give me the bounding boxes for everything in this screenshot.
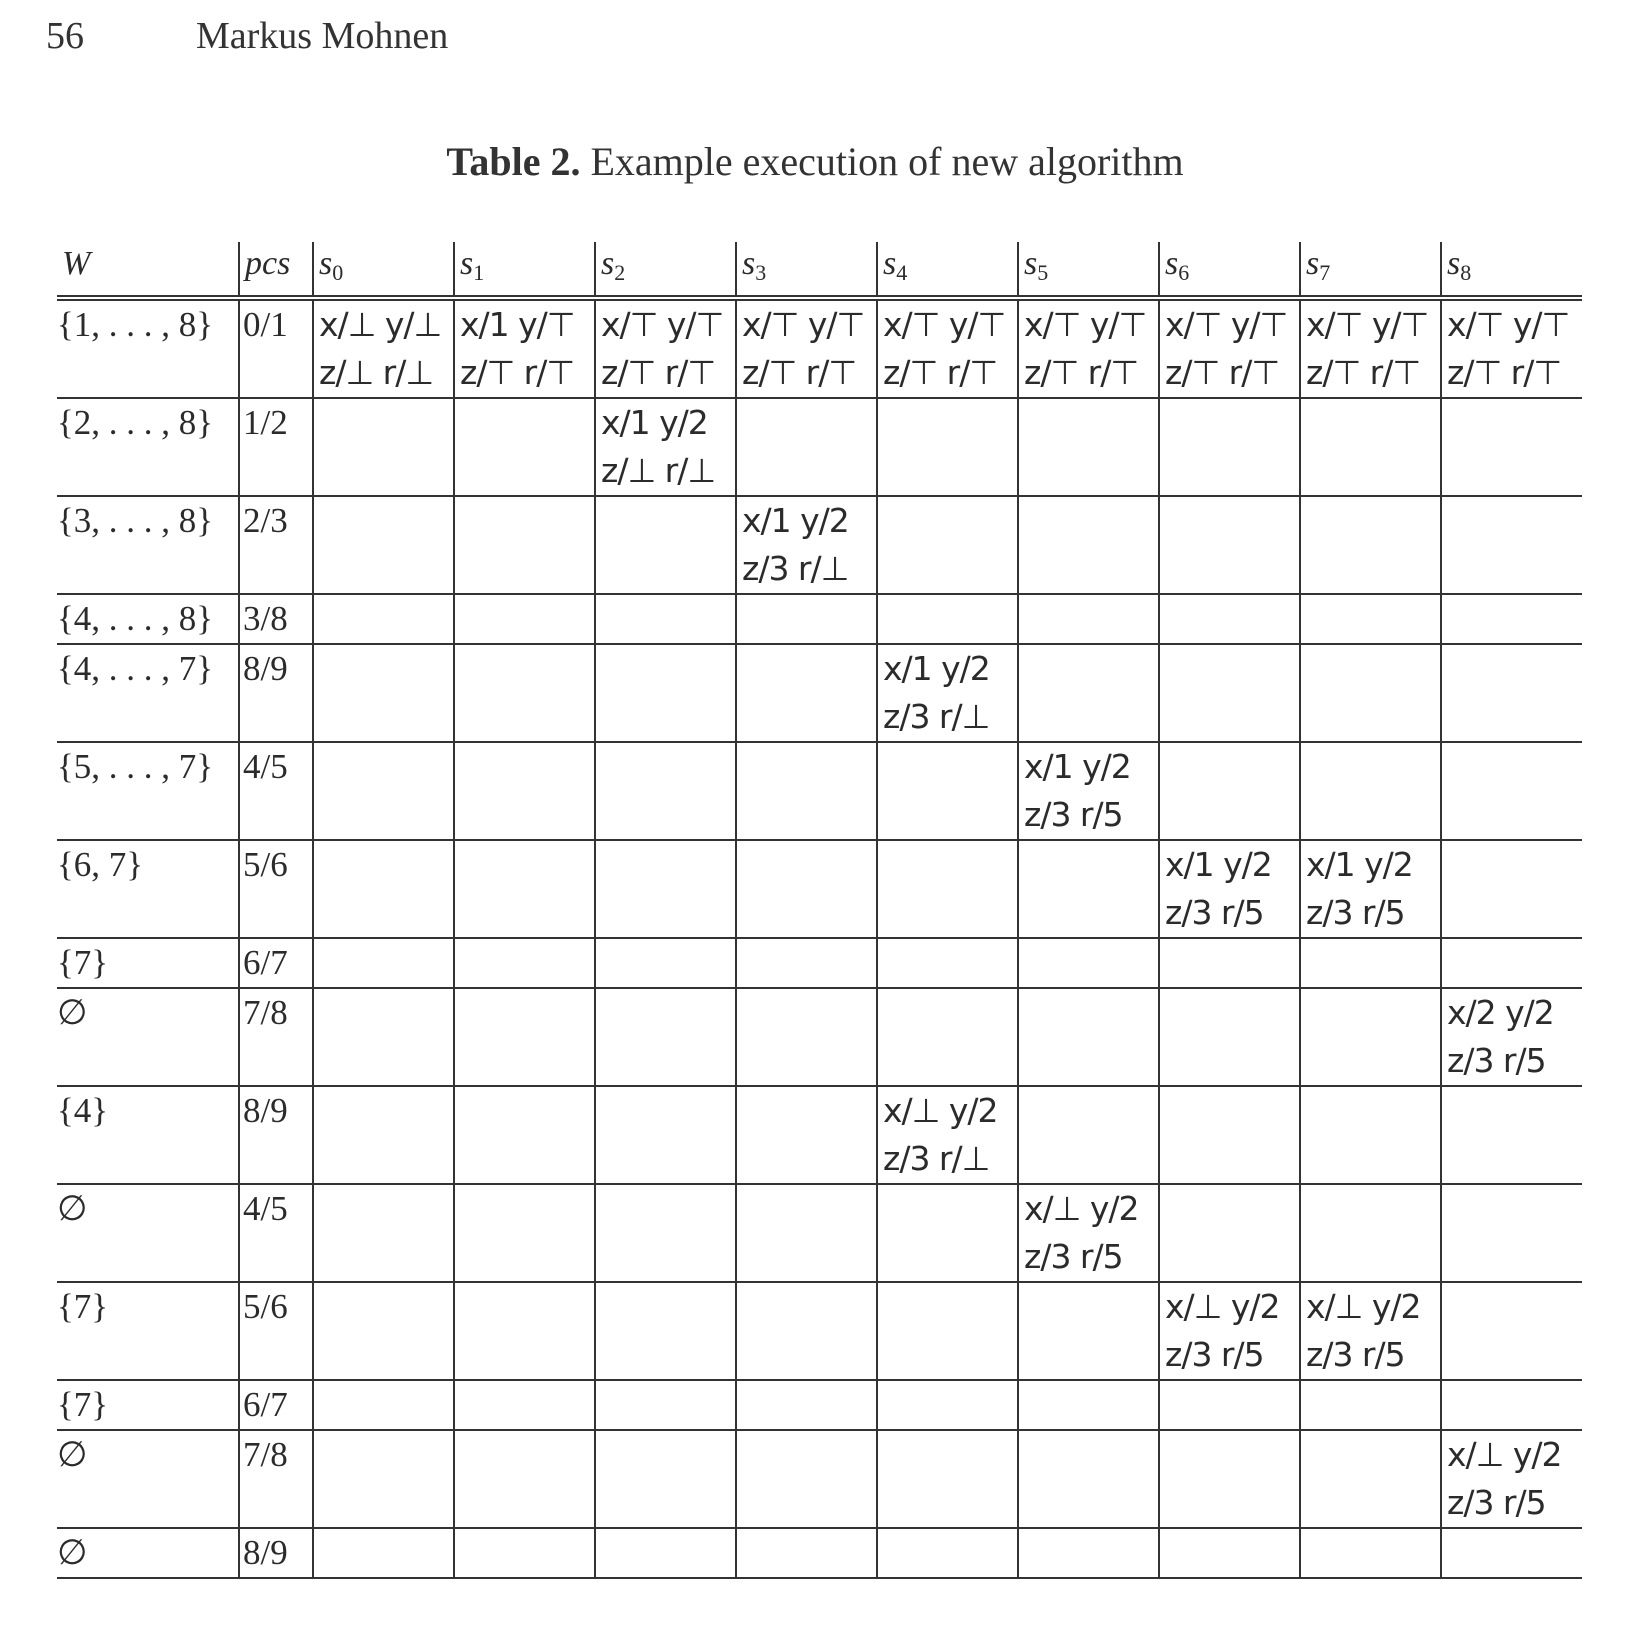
table-body (57, 298, 1582, 1578)
state-cell-s6 (1159, 644, 1300, 742)
state-cell-s0 (313, 398, 454, 496)
state-cell-s0 (313, 496, 454, 594)
state-cell-s4 (877, 840, 1018, 938)
state-cell-s3 (736, 1282, 877, 1380)
state-cell-s4 (877, 938, 1018, 988)
state-cell-s1 (454, 938, 595, 988)
state-cell-s7 (1300, 938, 1441, 988)
state-binding-line: z/3 r/5 (1306, 893, 1405, 932)
state-cell-s8 (1441, 594, 1582, 644)
state-cell-s8 (1441, 496, 1582, 594)
state-binding-line: z/⊤ r/⊤ (883, 353, 998, 392)
state-cell-s4 (877, 1282, 1018, 1380)
header-state-6 (1159, 242, 1300, 298)
state-cell-s8 (1441, 988, 1582, 1086)
pcs-cell: 7/8 (239, 1430, 313, 1528)
state-binding-line: z/⊤ r/⊤ (460, 353, 575, 392)
table-row (57, 1430, 1582, 1528)
state-cell-s1 (454, 1528, 595, 1578)
header-state-5 (1018, 242, 1159, 298)
state-cell-s6 (1159, 938, 1300, 988)
author-name: Markus Mohnen (196, 15, 449, 57)
state-cell-s4 (877, 398, 1018, 496)
state-cell-s4 (877, 742, 1018, 840)
table-row (57, 1282, 1582, 1380)
state-cell-s2 (595, 496, 736, 594)
header-row (57, 242, 1582, 298)
state-cell-s6 (1159, 594, 1300, 644)
pcs-cell: 8/9 (239, 1528, 313, 1578)
state-binding-line: x/1 y/2 (1306, 845, 1413, 884)
pcs-cell: 0/1 (239, 298, 313, 398)
state-cell-s2 (595, 644, 736, 742)
state-cell-s8 (1441, 1430, 1582, 1528)
state-binding-line: x/⊥ y/2 (1165, 1287, 1280, 1326)
state-cell-s0 (313, 1086, 454, 1184)
header-state-sub: 8 (1460, 260, 1472, 285)
state-cell-s3 (736, 644, 877, 742)
state-cell-s7 (1300, 1380, 1441, 1430)
pcs-cell: 3/8 (239, 594, 313, 644)
state-binding-line: x/1 y/2 (742, 501, 849, 540)
state-binding-line: x/⊤ y/⊤ (1024, 305, 1147, 344)
state-cell-s1 (454, 988, 595, 1086)
state-cell-s2 (595, 594, 736, 644)
page-number: 56 (46, 15, 84, 57)
header-state-sub: 1 (473, 260, 485, 285)
state-cell-s4 (877, 298, 1018, 398)
state-cell-s1 (454, 1086, 595, 1184)
pcs-cell: 5/6 (239, 840, 313, 938)
state-cell-s5 (1018, 938, 1159, 988)
state-binding-line: x/2 y/2 (1447, 993, 1554, 1032)
state-cell-s1 (454, 1380, 595, 1430)
state-cell-s0 (313, 1430, 454, 1528)
state-cell-s8 (1441, 644, 1582, 742)
state-cell-s6 (1159, 1282, 1300, 1380)
header-state-sub: 6 (1178, 260, 1190, 285)
state-cell-s0 (313, 1282, 454, 1380)
state-cell-s4 (877, 594, 1018, 644)
state-binding-line: z/3 r/⊥ (883, 1139, 990, 1178)
execution-table (57, 242, 1582, 1579)
worklist-cell: {7} (57, 938, 239, 988)
state-binding-line: z/3 r/5 (1165, 1335, 1264, 1374)
state-cell-s6 (1159, 840, 1300, 938)
state-cell-s8 (1441, 1380, 1582, 1430)
worklist-cell: {4, . . . , 8} (57, 594, 239, 644)
state-cell-s4 (877, 1528, 1018, 1578)
state-binding-line: z/⊤ r/⊤ (742, 353, 857, 392)
pcs-cell: 1/2 (239, 398, 313, 496)
state-cell-s6 (1159, 1528, 1300, 1578)
state-cell-s7 (1300, 298, 1441, 398)
state-binding-line: x/⊤ y/⊤ (601, 305, 724, 344)
state-cell-s5 (1018, 1380, 1159, 1430)
state-cell-s3 (736, 298, 877, 398)
header-state-4 (877, 242, 1018, 298)
state-cell-s1 (454, 1282, 595, 1380)
state-cell-s8 (1441, 1086, 1582, 1184)
state-cell-s8 (1441, 938, 1582, 988)
caption-label: Table 2. (446, 139, 581, 184)
table-row (57, 742, 1582, 840)
state-cell-s2 (595, 1380, 736, 1430)
state-cell-s4 (877, 988, 1018, 1086)
state-cell-s3 (736, 1086, 877, 1184)
worklist-cell: {7} (57, 1282, 239, 1380)
state-cell-s7 (1300, 1282, 1441, 1380)
running-head (46, 14, 448, 58)
state-cell-s1 (454, 742, 595, 840)
state-cell-s6 (1159, 742, 1300, 840)
pcs-cell: 4/5 (239, 1184, 313, 1282)
header-state-base: s (601, 245, 615, 282)
pcs-cell: 4/5 (239, 742, 313, 840)
state-cell-s7 (1300, 1184, 1441, 1282)
state-binding-line: x/1 y/⊤ (460, 305, 575, 344)
state-cell-s8 (1441, 742, 1582, 840)
table-row (57, 644, 1582, 742)
state-binding-line: x/⊤ y/⊤ (1165, 305, 1288, 344)
header-state-sub: 0 (332, 260, 344, 285)
state-binding-line: z/⊥ r/⊥ (319, 353, 434, 392)
header-state-sub: 2 (614, 260, 626, 285)
state-cell-s1 (454, 496, 595, 594)
state-cell-s1 (454, 398, 595, 496)
header-state-base: s (1165, 245, 1179, 282)
state-cell-s2 (595, 1184, 736, 1282)
state-cell-s8 (1441, 298, 1582, 398)
state-cell-s6 (1159, 1184, 1300, 1282)
state-binding-line: x/1 y/2 (1024, 747, 1131, 786)
state-cell-s7 (1300, 398, 1441, 496)
state-cell-s7 (1300, 988, 1441, 1086)
state-cell-s7 (1300, 742, 1441, 840)
table-row (57, 398, 1582, 496)
state-binding-line: z/⊤ r/⊤ (1447, 353, 1562, 392)
table-row (57, 496, 1582, 594)
state-cell-s3 (736, 398, 877, 496)
worklist-cell: {3, . . . , 8} (57, 496, 239, 594)
state-cell-s5 (1018, 988, 1159, 1086)
state-cell-s5 (1018, 1184, 1159, 1282)
worklist-cell: {7} (57, 1380, 239, 1430)
worklist-cell: {1, . . . , 8} (57, 298, 239, 398)
state-cell-s2 (595, 1282, 736, 1380)
state-binding-line: z/3 r/5 (1447, 1483, 1546, 1522)
state-binding-line: z/3 r/5 (1306, 1335, 1405, 1374)
state-binding-line: z/3 r/5 (1165, 893, 1264, 932)
state-cell-s3 (736, 1430, 877, 1528)
state-cell-s6 (1159, 1086, 1300, 1184)
state-cell-s2 (595, 1086, 736, 1184)
header-state-sub: 3 (755, 260, 767, 285)
state-cell-s7 (1300, 840, 1441, 938)
state-cell-s6 (1159, 496, 1300, 594)
state-cell-s2 (595, 742, 736, 840)
state-cell-s0 (313, 1380, 454, 1430)
state-cell-s5 (1018, 1282, 1159, 1380)
state-cell-s0 (313, 298, 454, 398)
state-cell-s2 (595, 1430, 736, 1528)
worklist-cell: ∅ (57, 1184, 239, 1282)
table-caption (0, 138, 1630, 185)
pcs-cell: 8/9 (239, 1086, 313, 1184)
state-binding-line: x/⊥ y/2 (1306, 1287, 1421, 1326)
state-cell-s0 (313, 988, 454, 1086)
table-row (57, 298, 1582, 398)
state-binding-line: z/3 r/5 (1447, 1041, 1546, 1080)
state-binding-line: z/3 r/5 (1024, 1237, 1123, 1276)
state-cell-s4 (877, 1086, 1018, 1184)
state-binding-line: x/⊤ y/⊤ (883, 305, 1006, 344)
state-cell-s6 (1159, 398, 1300, 496)
pcs-cell: 8/9 (239, 644, 313, 742)
state-cell-s3 (736, 1184, 877, 1282)
worklist-cell: {4} (57, 1086, 239, 1184)
worklist-cell: ∅ (57, 1430, 239, 1528)
state-binding-line: x/1 y/2 (601, 403, 708, 442)
header-w: W (57, 242, 239, 298)
state-cell-s8 (1441, 1184, 1582, 1282)
pcs-cell: 5/6 (239, 1282, 313, 1380)
state-cell-s0 (313, 1528, 454, 1578)
table-row (57, 1528, 1582, 1578)
state-cell-s5 (1018, 1528, 1159, 1578)
state-cell-s2 (595, 1528, 736, 1578)
header-state-base: s (1306, 245, 1320, 282)
state-cell-s7 (1300, 1430, 1441, 1528)
state-cell-s7 (1300, 594, 1441, 644)
state-binding-line: z/3 r/⊥ (883, 697, 990, 736)
header-state-base: s (1024, 245, 1038, 282)
state-cell-s8 (1441, 398, 1582, 496)
state-binding-line: x/⊥ y/⊥ (319, 305, 442, 344)
state-cell-s7 (1300, 644, 1441, 742)
state-binding-line: x/⊤ y/⊤ (1306, 305, 1429, 344)
state-binding-line: x/⊥ y/2 (1447, 1435, 1562, 1474)
header-state-sub: 5 (1037, 260, 1049, 285)
worklist-cell: {4, . . . , 7} (57, 644, 239, 742)
state-binding-line: x/⊥ y/2 (883, 1091, 998, 1130)
state-cell-s7 (1300, 1086, 1441, 1184)
header-state-base: s (319, 245, 333, 282)
state-cell-s1 (454, 298, 595, 398)
state-binding-line: z/⊥ r/⊥ (601, 451, 716, 490)
table-row (57, 988, 1582, 1086)
state-cell-s5 (1018, 298, 1159, 398)
header-state-base: s (742, 245, 756, 282)
state-binding-line: z/3 r/⊥ (742, 549, 849, 588)
state-binding-line: x/1 y/2 (1165, 845, 1272, 884)
table-row (57, 1380, 1582, 1430)
state-cell-s1 (454, 840, 595, 938)
state-binding-line: x/⊤ y/⊤ (1447, 305, 1570, 344)
header-state-2 (595, 242, 736, 298)
worklist-cell: {6, 7} (57, 840, 239, 938)
pcs-cell: 6/7 (239, 1380, 313, 1430)
state-cell-s5 (1018, 1086, 1159, 1184)
state-cell-s4 (877, 1380, 1018, 1430)
pcs-cell: 7/8 (239, 988, 313, 1086)
pcs-cell: 6/7 (239, 938, 313, 988)
state-binding-line: z/3 r/5 (1024, 795, 1123, 834)
state-binding-line: z/⊤ r/⊤ (1165, 353, 1280, 392)
state-cell-s7 (1300, 1528, 1441, 1578)
state-cell-s4 (877, 644, 1018, 742)
state-cell-s1 (454, 644, 595, 742)
state-cell-s5 (1018, 644, 1159, 742)
state-cell-s5 (1018, 496, 1159, 594)
state-cell-s3 (736, 840, 877, 938)
header-state-1 (454, 242, 595, 298)
state-binding-line: z/⊤ r/⊤ (601, 353, 716, 392)
state-cell-s5 (1018, 840, 1159, 938)
worklist-cell: ∅ (57, 988, 239, 1086)
state-cell-s2 (595, 298, 736, 398)
header-state-8 (1441, 242, 1582, 298)
state-cell-s0 (313, 594, 454, 644)
state-cell-s4 (877, 1430, 1018, 1528)
state-cell-s1 (454, 1184, 595, 1282)
header-state-base: s (1447, 245, 1461, 282)
state-cell-s4 (877, 496, 1018, 594)
worklist-cell: {5, . . . , 7} (57, 742, 239, 840)
state-cell-s0 (313, 644, 454, 742)
state-cell-s6 (1159, 298, 1300, 398)
state-cell-s3 (736, 1528, 877, 1578)
state-binding-line: x/⊥ y/2 (1024, 1189, 1139, 1228)
header-state-0 (313, 242, 454, 298)
state-binding-line: z/⊤ r/⊤ (1306, 353, 1421, 392)
state-cell-s6 (1159, 1430, 1300, 1528)
state-cell-s0 (313, 938, 454, 988)
state-cell-s2 (595, 840, 736, 938)
state-cell-s7 (1300, 496, 1441, 594)
table-row (57, 1184, 1582, 1282)
header-state-base: s (883, 245, 897, 282)
caption-text: Example execution of new algorithm (580, 139, 1184, 184)
state-binding-line: z/⊤ r/⊤ (1024, 353, 1139, 392)
header-state-3 (736, 242, 877, 298)
state-cell-s3 (736, 938, 877, 988)
state-cell-s5 (1018, 742, 1159, 840)
state-cell-s2 (595, 988, 736, 1086)
state-cell-s3 (736, 988, 877, 1086)
state-cell-s2 (595, 938, 736, 988)
state-cell-s1 (454, 594, 595, 644)
state-cell-s3 (736, 594, 877, 644)
header-state-base: s (460, 245, 474, 282)
state-cell-s5 (1018, 594, 1159, 644)
worklist-cell: {2, . . . , 8} (57, 398, 239, 496)
header-pcs: pcs (239, 242, 313, 298)
state-cell-s8 (1441, 1528, 1582, 1578)
state-cell-s3 (736, 496, 877, 594)
state-cell-s2 (595, 398, 736, 496)
table-row (57, 840, 1582, 938)
table-row (57, 594, 1582, 644)
state-cell-s3 (736, 742, 877, 840)
worklist-cell: ∅ (57, 1528, 239, 1578)
state-cell-s6 (1159, 988, 1300, 1086)
state-cell-s0 (313, 742, 454, 840)
header-state-sub: 7 (1319, 260, 1331, 285)
table-row (57, 1086, 1582, 1184)
state-cell-s8 (1441, 1282, 1582, 1380)
state-cell-s1 (454, 1430, 595, 1528)
state-cell-s3 (736, 1380, 877, 1430)
state-cell-s5 (1018, 1430, 1159, 1528)
state-binding-line: x/1 y/2 (883, 649, 990, 688)
header-state-sub: 4 (896, 260, 908, 285)
table-row (57, 938, 1582, 988)
state-binding-line: x/⊤ y/⊤ (742, 305, 865, 344)
state-cell-s6 (1159, 1380, 1300, 1430)
state-cell-s0 (313, 1184, 454, 1282)
state-cell-s4 (877, 1184, 1018, 1282)
state-cell-s5 (1018, 398, 1159, 496)
header-state-7 (1300, 242, 1441, 298)
pcs-cell: 2/3 (239, 496, 313, 594)
state-cell-s8 (1441, 840, 1582, 938)
state-cell-s0 (313, 840, 454, 938)
